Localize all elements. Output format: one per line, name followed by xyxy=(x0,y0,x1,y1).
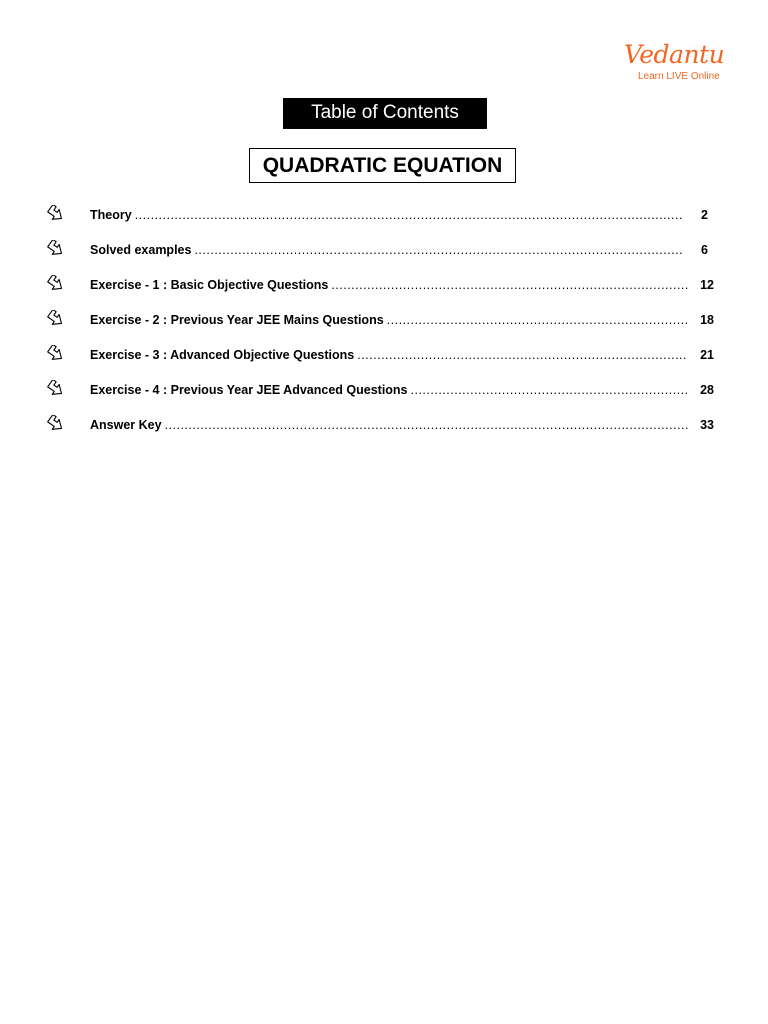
toc-entry-exercise-4[interactable] xyxy=(46,378,714,413)
hollow-arrow-icon xyxy=(46,380,66,398)
hollow-arrow-icon xyxy=(46,240,66,258)
table-of-contents xyxy=(46,203,714,448)
toc-entry-text xyxy=(90,313,714,327)
toc-entry-page: 33 xyxy=(700,418,714,432)
toc-entry-label: Exercise - 2 : Previous Year JEE Mains Questions xyxy=(90,313,384,327)
toc-heading: Table of Contents xyxy=(283,98,487,129)
dot-leader xyxy=(331,278,688,292)
hollow-arrow-icon xyxy=(46,275,66,293)
toc-entry-label: Exercise - 3 : Advanced Objective Questions xyxy=(90,348,355,362)
toc-entry-page: 28 xyxy=(700,383,714,397)
toc-entry-page: 21 xyxy=(700,348,714,362)
dot-leader xyxy=(194,243,682,257)
toc-entry-label: Answer Key xyxy=(90,418,162,432)
toc-entry-text xyxy=(90,383,714,397)
dot-leader xyxy=(135,208,682,222)
toc-entry-exercise-3[interactable] xyxy=(46,343,714,378)
toc-entry-label: Exercise - 4 : Previous Year JEE Advanced Questions xyxy=(90,383,408,397)
hollow-arrow-icon xyxy=(46,205,66,223)
dot-leader xyxy=(411,383,688,397)
toc-entry-theory[interactable] xyxy=(46,203,714,238)
toc-entry-exercise-2[interactable] xyxy=(46,308,714,343)
toc-entry-text xyxy=(90,348,714,362)
logo-tagline: Learn LIVE Online xyxy=(638,71,720,82)
dot-leader xyxy=(387,313,688,327)
toc-entry-page: 18 xyxy=(700,313,714,327)
toc-entry-page: 2 xyxy=(701,208,708,222)
hollow-arrow-icon xyxy=(46,345,66,363)
document-title: QUADRATIC EQUATION xyxy=(249,148,516,183)
toc-entry-solved-examples[interactable] xyxy=(46,238,714,273)
logo-wordmark: Vedantu xyxy=(624,40,725,69)
toc-entry-text xyxy=(90,418,714,432)
vedantu-logo xyxy=(620,40,730,88)
toc-entry-answer-key[interactable] xyxy=(46,413,714,448)
toc-entry-text xyxy=(90,278,714,292)
toc-entry-text xyxy=(90,208,714,222)
toc-entry-text xyxy=(90,243,714,257)
dot-leader xyxy=(357,348,688,362)
toc-entry-exercise-1[interactable] xyxy=(46,273,714,308)
toc-entry-page: 6 xyxy=(701,243,708,257)
toc-entry-page: 12 xyxy=(700,278,714,292)
toc-entry-label: Exercise - 1 : Basic Objective Questions xyxy=(90,278,329,292)
toc-entry-label: Solved examples xyxy=(90,243,192,257)
hollow-arrow-icon xyxy=(46,310,66,328)
dot-leader xyxy=(165,418,688,432)
toc-entry-label: Theory xyxy=(90,208,132,222)
hollow-arrow-icon xyxy=(46,415,66,433)
